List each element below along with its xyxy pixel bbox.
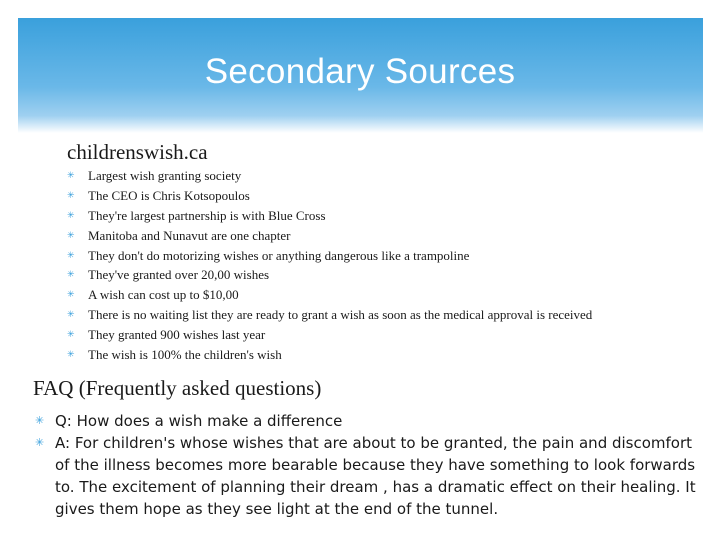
asterisk-bullet-icon: ✳ (67, 209, 75, 220)
list-item-text: They don't do motorizing wishes or anything dangerous like a trampoline (88, 247, 470, 263)
list-item (67, 265, 592, 285)
list-item-text: The wish is 100% the children's wish (88, 347, 282, 363)
faq-question-text: Q: How does a wish make a difference (55, 412, 343, 430)
list-item-text: Largest wish granting society (88, 168, 242, 183)
faq-answer (35, 432, 707, 520)
asterisk-bullet-icon: ✳ (67, 229, 75, 240)
faq-question (35, 410, 707, 432)
list-item-text: A wish can cost up to $10,00 (88, 287, 239, 303)
list-item-text: There is no waiting list they are ready to grant a wish as soon as the medical approval is received (88, 307, 593, 323)
list-item (67, 186, 592, 206)
asterisk-bullet-icon: ✳ (67, 289, 75, 300)
list-item-text: They granted 900 wishes last year (88, 327, 266, 343)
asterisk-bullet-icon: ✳ (67, 349, 75, 360)
list-item-text: They've granted over 20,00 wishes (88, 267, 270, 283)
asterisk-bullet-icon: ✳ (35, 414, 45, 427)
asterisk-bullet-icon: ✳ (35, 436, 45, 449)
childrenswish-facts-list (67, 166, 592, 365)
list-item (67, 345, 592, 365)
list-item-text: Manitoba and Nunavut are one chapter (88, 227, 291, 243)
list-item (67, 305, 592, 325)
asterisk-bullet-icon: ✳ (67, 189, 75, 200)
list-item (67, 166, 592, 186)
asterisk-bullet-icon: ✳ (67, 170, 75, 180)
asterisk-bullet-icon: ✳ (67, 329, 75, 340)
asterisk-bullet-icon: ✳ (67, 309, 75, 320)
asterisk-bullet-icon: ✳ (67, 249, 75, 260)
list-item (67, 325, 592, 345)
faq-list (35, 410, 707, 520)
section-heading-faq: FAQ (Frequently asked questions) (33, 376, 322, 400)
slide-title: Secondary Sources (204, 52, 516, 91)
section-heading-childrenswish: childrenswish.ca (67, 140, 208, 164)
faq-answer-text: A: For children's whose wishes that are about to be granted, the pain and discomfort of the illness becomes more bearable because they have something to look forwards to. The excitement of planning their dream , has a dramatic effect on their healing. It gives them hope as they see light at the end of the tunnel. (55, 434, 696, 518)
list-item-text: The CEO is Chris Kotsopoulos (88, 187, 250, 203)
list-item-text: They're largest partnership is with Blue Cross (88, 207, 326, 223)
list-item (67, 226, 592, 246)
list-item (67, 246, 592, 266)
list-item (67, 206, 592, 226)
list-item (67, 285, 592, 305)
asterisk-bullet-icon: ✳ (67, 269, 75, 280)
